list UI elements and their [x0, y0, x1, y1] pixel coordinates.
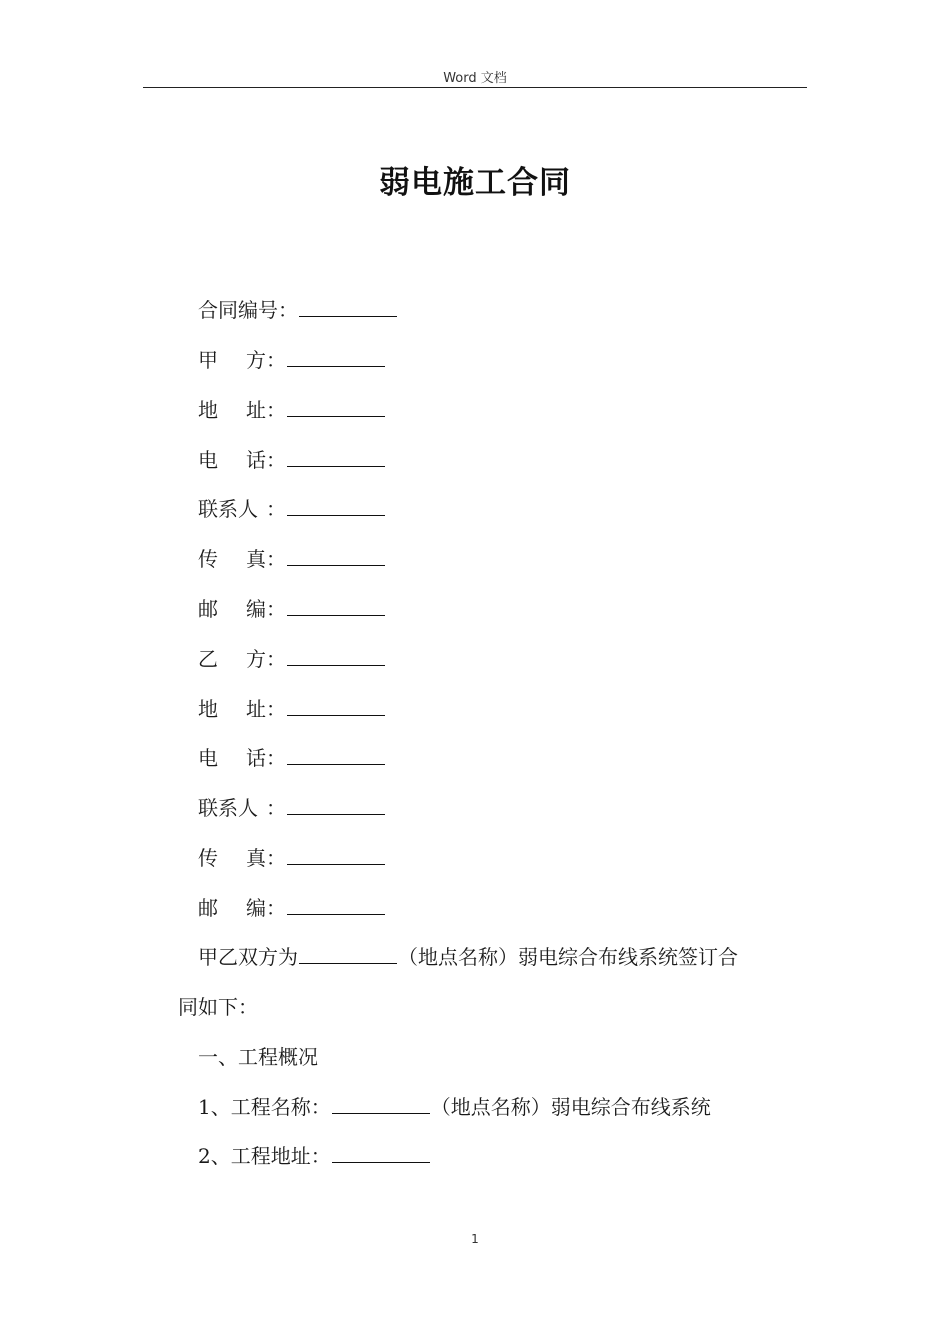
project-address-label: 2、工程地址：	[198, 1144, 331, 1168]
field-label-char: 传	[198, 547, 218, 571]
blank-line	[287, 746, 385, 765]
field-label-char: 邮	[198, 896, 218, 920]
field-label: 联系人	[198, 497, 258, 521]
field-label-char: 传	[198, 846, 218, 870]
page-header: Word 文档	[443, 71, 507, 86]
field-label-char: 地	[198, 398, 218, 422]
field-label-char: 邮	[198, 597, 218, 621]
field-colon: ：	[266, 796, 286, 820]
blank-line	[299, 298, 397, 317]
field-label-char: 甲	[198, 348, 218, 372]
field-colon: ：	[266, 647, 286, 671]
header-divider	[143, 87, 807, 88]
project-name-line	[198, 1094, 711, 1120]
field-party-b	[198, 646, 386, 672]
field-colon: ：	[266, 398, 286, 422]
paragraph-suffix: （地点名称）弱电综合布线系统签订合	[398, 945, 738, 969]
field-colon: ：	[266, 547, 286, 571]
field-colon: ：	[266, 597, 286, 621]
field-label-char: 址	[246, 697, 266, 721]
blank-line	[332, 1144, 430, 1163]
blank-line	[287, 697, 385, 716]
project-name-label: 1、工程名称：	[198, 1095, 331, 1119]
field-colon: ：	[266, 746, 286, 770]
field-label-char: 真	[246, 846, 266, 870]
paragraph-prefix: 甲乙双方为	[198, 945, 298, 969]
blank-line	[287, 647, 385, 666]
field-party-b-address	[198, 696, 386, 722]
blank-line	[287, 348, 385, 367]
field-label-char: 真	[246, 547, 266, 571]
field-colon: ：	[266, 846, 286, 870]
agreement-paragraph-continuation: 同如下：	[178, 995, 258, 1019]
blank-line	[332, 1095, 430, 1114]
field-label-char: 乙	[198, 647, 218, 671]
field-party-b-postcode	[198, 895, 386, 921]
field-label-char: 话	[246, 746, 266, 770]
field-label-char: 电	[198, 746, 218, 770]
section-heading: 一、工程概况	[198, 1045, 318, 1069]
blank-line	[287, 547, 385, 566]
blank-line	[287, 398, 385, 417]
field-label: 联系人	[198, 796, 258, 820]
blank-line	[287, 846, 385, 865]
field-colon: ：	[266, 697, 286, 721]
field-party-a-fax	[198, 546, 386, 572]
field-colon: ：	[266, 497, 286, 521]
document-title: 弱电施工合同	[379, 165, 571, 201]
field-party-b-contact	[198, 795, 386, 821]
field-colon: ：	[266, 348, 286, 372]
project-address-line	[198, 1143, 431, 1169]
field-party-a-contact	[198, 496, 386, 522]
field-label-char: 编	[246, 896, 266, 920]
field-label-char: 址	[246, 398, 266, 422]
blank-line	[287, 597, 385, 616]
field-label-char: 编	[246, 597, 266, 621]
page-number: 1	[471, 1232, 479, 1246]
blank-line	[299, 945, 397, 964]
field-party-a	[198, 347, 386, 373]
project-name-suffix: （地点名称）弱电综合布线系统	[430, 1095, 711, 1119]
field-label-char: 话	[246, 448, 266, 472]
field-colon: ：	[278, 298, 298, 322]
blank-line	[287, 796, 385, 815]
field-label-char: 电	[198, 448, 218, 472]
blank-line	[287, 896, 385, 915]
blank-line	[287, 497, 385, 516]
field-party-a-postcode	[198, 596, 386, 622]
field-colon: ：	[266, 448, 286, 472]
field-party-a-address	[198, 397, 386, 423]
field-label-char: 地	[198, 697, 218, 721]
field-colon: ：	[266, 896, 286, 920]
field-party-a-phone	[198, 447, 386, 473]
field-label-char: 方	[246, 647, 266, 671]
field-contract-number	[198, 297, 398, 323]
field-party-b-fax	[198, 845, 386, 871]
field-label-char: 方	[246, 348, 266, 372]
agreement-paragraph	[198, 944, 738, 970]
field-party-b-phone	[198, 745, 386, 771]
field-label: 合同编号	[198, 298, 278, 322]
blank-line	[287, 448, 385, 467]
